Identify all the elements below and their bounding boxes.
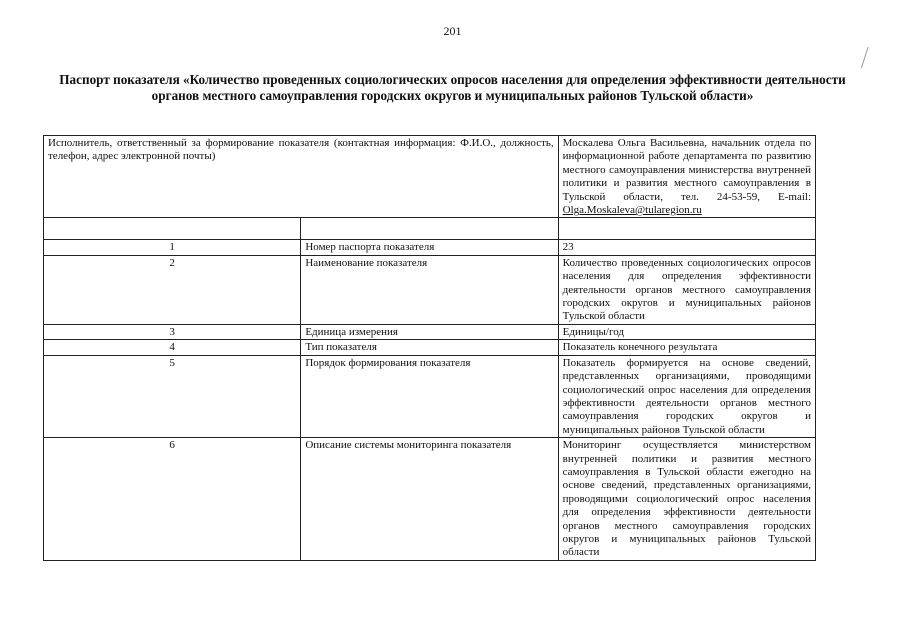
table-row (44, 255, 816, 324)
row-value: Показатель конечного результата (558, 340, 815, 355)
row-label: Единица измерения (301, 324, 558, 339)
row-value: Мониторинг осуществляется министерством внутренней политики и развития местного самоуправления в Тульской области ежегодно на основе сведений, представленных организациями, проводящими социологический опрос населения для определения эффективности деятельности органов местного самоуправления городских округов и муниципальных районов Тульской области (558, 438, 815, 561)
row-value: Количество проведенных социологических опросов населения для определения эффективности деятельности органов местного самоуправления городских округов и муниципальных районов Тульской области (558, 255, 815, 324)
page-number: 201 (443, 24, 462, 38)
spacer-cell (44, 218, 301, 240)
table-row-executor (44, 136, 816, 218)
row-number: 6 (44, 438, 301, 561)
executor-value (558, 136, 815, 218)
row-number: 5 (44, 355, 301, 437)
row-label: Тип показателя (301, 340, 558, 355)
table-row (44, 438, 816, 561)
row-value: 23 (558, 240, 815, 255)
table-row (44, 240, 816, 255)
table-row (44, 324, 816, 339)
table-row (44, 340, 816, 355)
table-row-spacer (44, 218, 816, 240)
document-title: Паспорт показателя «Количество проведенных социологических опросов населения для определения эффективности деятельности органов местного самоуправления городских округов и муниципальных районов Тульской области» (59, 72, 846, 103)
row-label: Порядок формирования показателя (301, 355, 558, 437)
executor-email-link[interactable]: Olga.Moskaleva@tularegion.ru (562, 204, 702, 217)
row-value: Единицы/год (558, 324, 815, 339)
scan-mark (861, 47, 878, 71)
row-label: Описание системы мониторинга показателя (301, 438, 558, 561)
passport-table (43, 135, 816, 561)
row-label: Номер паспорта показателя (301, 240, 558, 255)
row-number: 1 (44, 240, 301, 255)
spacer-cell (558, 218, 815, 240)
executor-text: Москалева Ольга Васильевна, начальник отдела по информационной работе департамента по развитию местного самоуправления министерства внутренней политики и развития местного самоуправления в Тульской области, тел. 24-53-59, E-mail: (562, 137, 811, 203)
spacer-cell (301, 218, 558, 240)
row-value: Показатель формируется на основе сведений, представленных организациями, проводящими социологический опрос населения для определения эффективности деятельности органов местного самоуправления городских округов и муниципальных районов Тульской области (558, 355, 815, 437)
row-number: 4 (44, 340, 301, 355)
executor-label: Исполнитель, ответственный за формирование показателя (контактная информация: Ф.И.О., должность, телефон, адрес электронной почты) (44, 136, 559, 218)
row-label: Наименование показателя (301, 255, 558, 324)
table-row (44, 355, 816, 437)
row-number: 2 (44, 255, 301, 324)
row-number: 3 (44, 324, 301, 339)
